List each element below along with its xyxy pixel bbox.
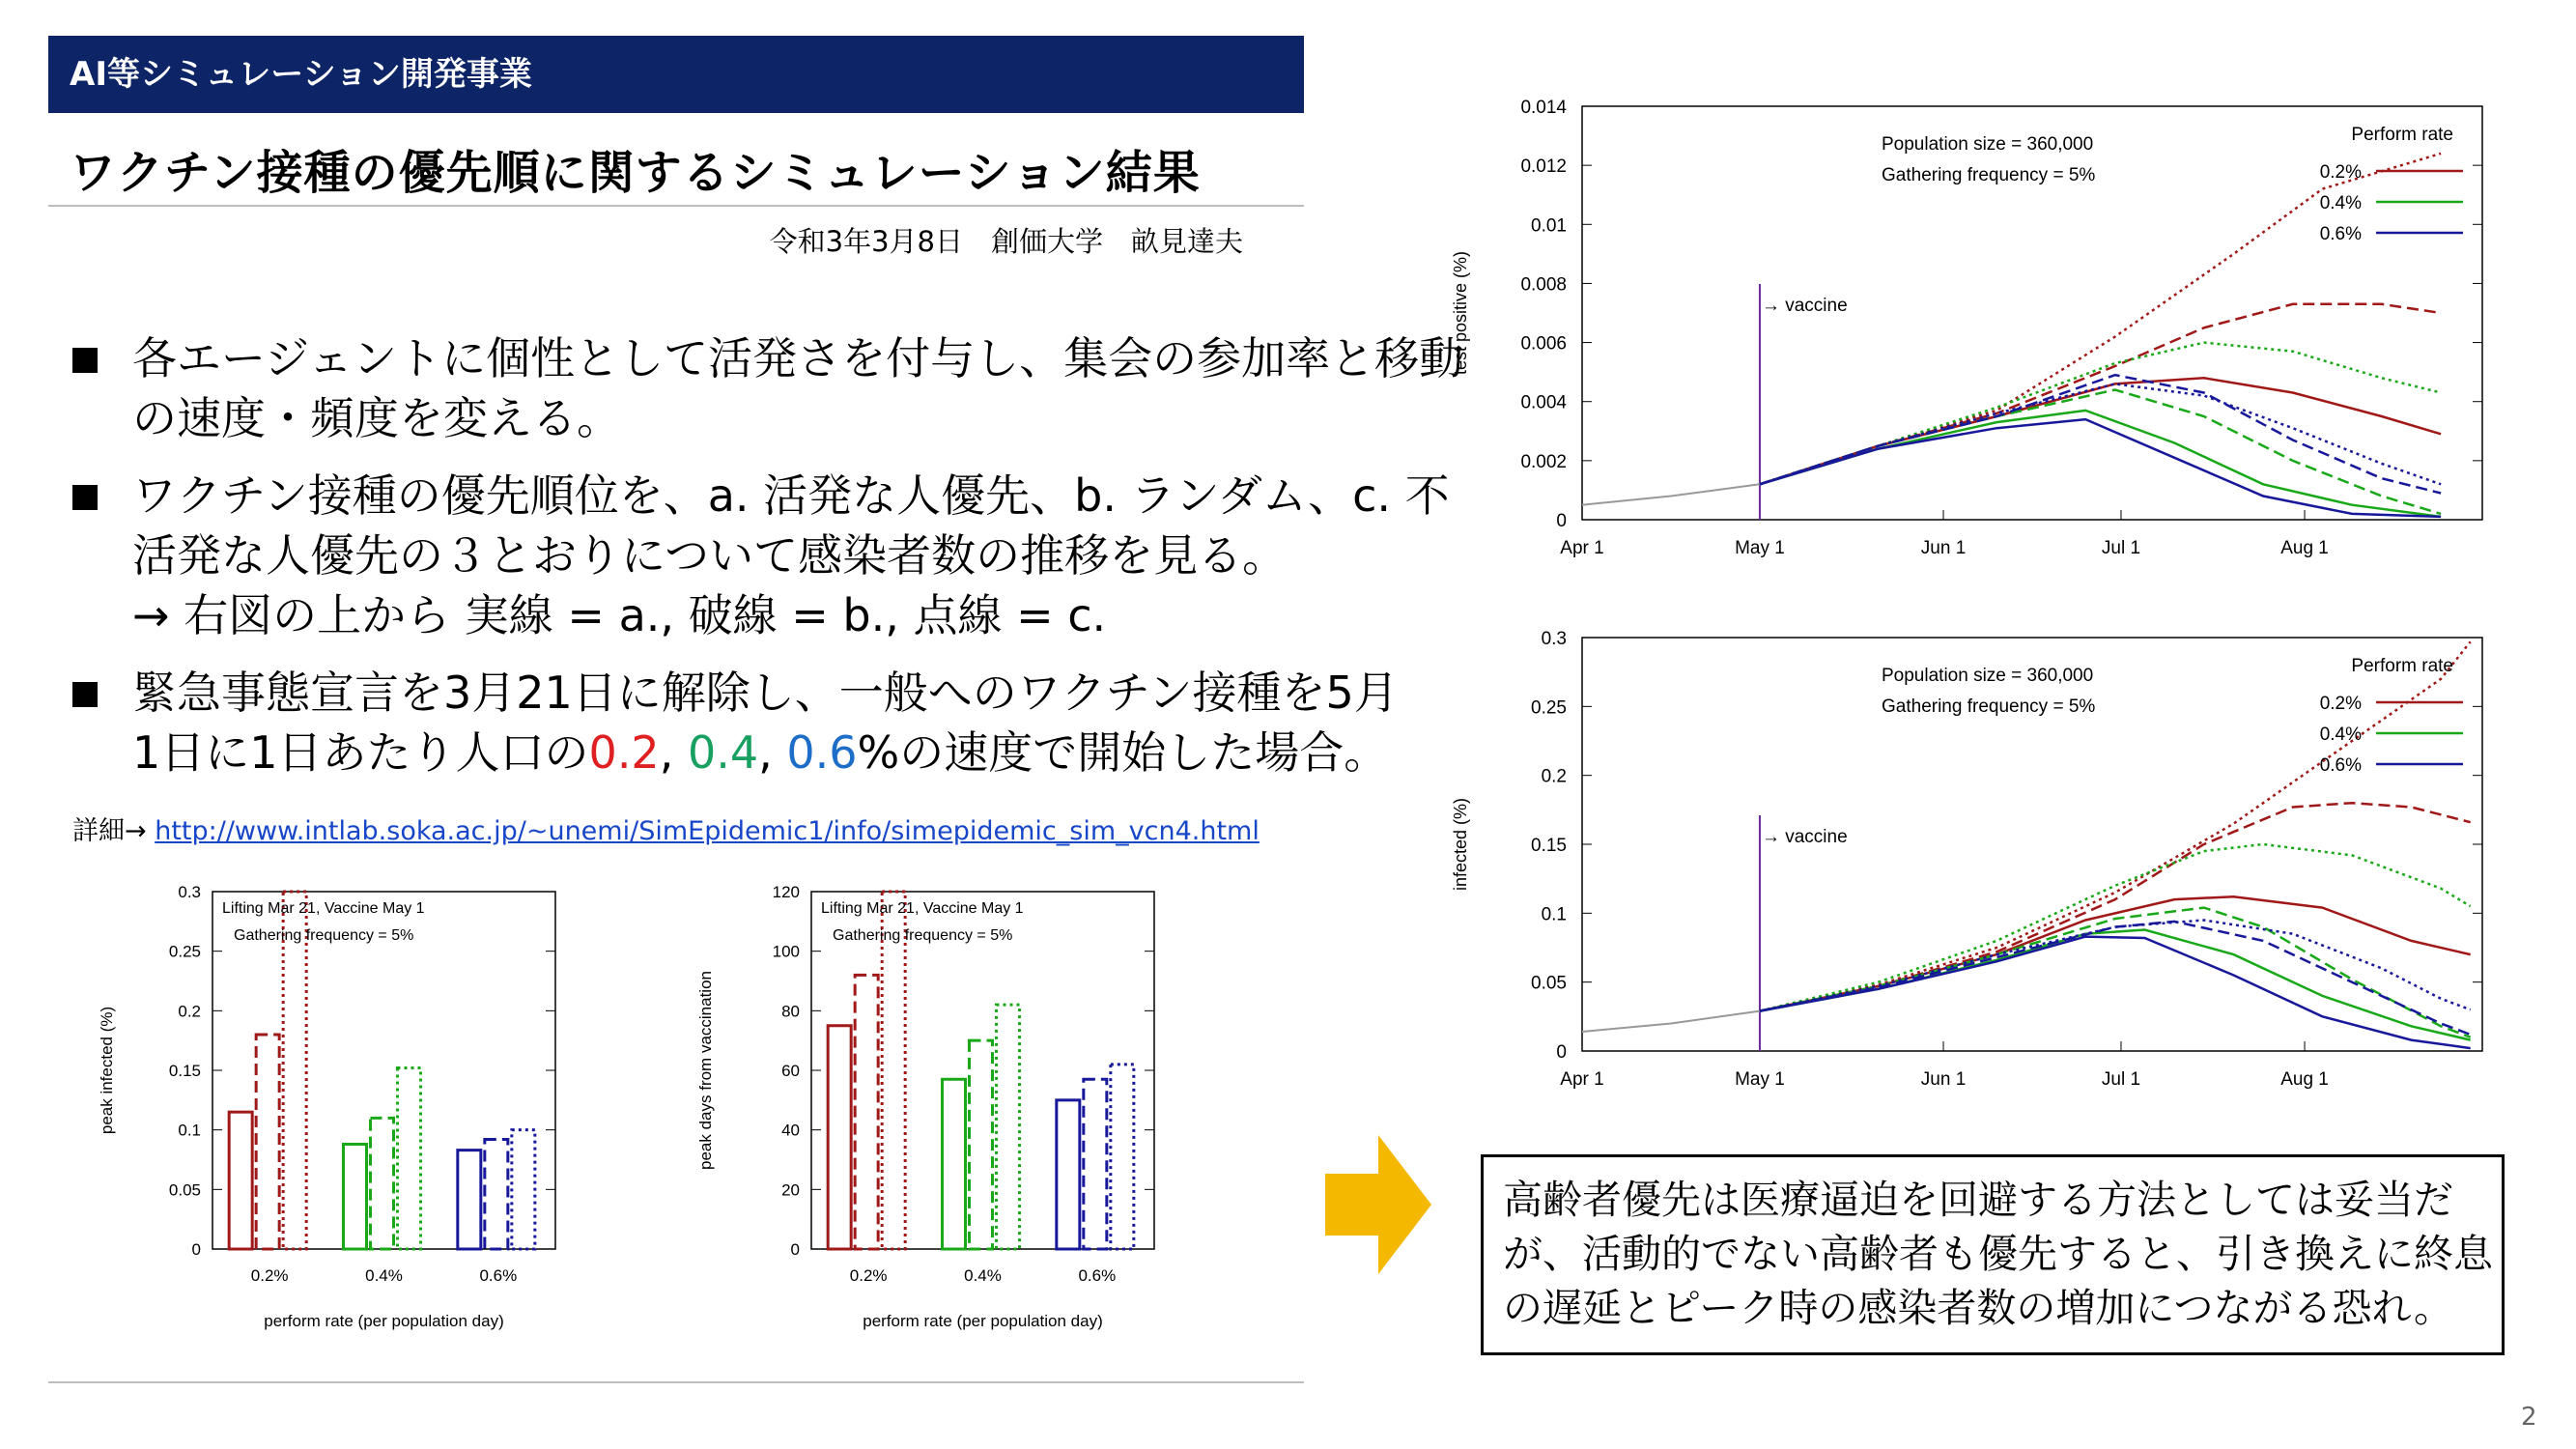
bar — [371, 1118, 394, 1249]
chart-annotation: Population size = 360,000 — [1882, 134, 2094, 155]
rate-separator: , — [758, 726, 787, 779]
bar — [828, 1026, 851, 1249]
y-tick-label: 20 — [781, 1180, 800, 1200]
chart-annotation: Lifting Mar 21, Vaccine May 1 — [821, 900, 1024, 917]
bar — [398, 1068, 421, 1249]
section-header — [48, 36, 1304, 113]
bullet-item-3 — [72, 663, 1425, 782]
page-number: 2 — [2521, 1403, 2537, 1432]
y-tick-label: 40 — [781, 1121, 800, 1140]
y-tick-label: 120 — [772, 883, 800, 901]
bar — [485, 1140, 508, 1249]
series-line — [1760, 921, 2471, 1011]
series-line — [1760, 803, 2471, 1010]
y-tick-label: 0.1 — [1541, 904, 1567, 925]
y-tick-label: 0.25 — [1531, 697, 1567, 719]
pre-vaccine-line — [1582, 1011, 1760, 1032]
y-tick-label: 0.15 — [1531, 836, 1567, 856]
chart-annotation: Gathering frequency = 5% — [1882, 696, 2096, 717]
y-axis-label: test positive (%) — [1451, 250, 1470, 376]
bullet-line: の速度・頻度を変える。 — [132, 392, 621, 444]
bullet-line: 各エージェントに個性として活発さを付与し、集会の参加率と移動 — [132, 332, 1464, 384]
legend-label: 0.4% — [2319, 193, 2362, 213]
chart-annotation: Gathering frequency = 5% — [234, 927, 414, 944]
bullet-item-2 — [72, 466, 1450, 645]
x-tick-label: Jun 1 — [1920, 1069, 1967, 1090]
series-line — [1760, 937, 2471, 1049]
y-tick-label: 0.2 — [1541, 766, 1567, 787]
bar — [512, 1130, 535, 1249]
x-axis-label: perform rate (per population day) — [863, 1312, 1103, 1330]
arrow-right-icon — [1325, 1135, 1436, 1275]
detail-line — [72, 810, 1260, 847]
y-tick-label: 0.2 — [178, 1002, 201, 1021]
x-tick-label: 0.6% — [1078, 1266, 1117, 1285]
vaccine-label: → vaccine — [1761, 296, 1848, 317]
y-tick-label: 0.25 — [168, 942, 201, 961]
series-line — [1760, 384, 2441, 484]
series-line — [1760, 343, 2441, 485]
chart-annotation: Gathering frequency = 5% — [833, 927, 1013, 944]
y-tick-label: 0.002 — [1520, 451, 1567, 472]
x-tick-label: May 1 — [1735, 1069, 1785, 1090]
x-tick-label: 0.2% — [849, 1266, 888, 1285]
chart-annotation: Lifting Mar 21, Vaccine May 1 — [222, 900, 425, 917]
x-tick-label: May 1 — [1735, 538, 1785, 558]
y-tick-label: 0 — [1556, 511, 1567, 531]
y-tick-label: 100 — [772, 942, 800, 961]
x-tick-label: Apr 1 — [1560, 1069, 1604, 1090]
peak-days-bar-chart — [676, 865, 1178, 1348]
y-tick-label: 0.012 — [1520, 156, 1567, 178]
x-tick-label: Jul 1 — [2101, 1069, 2141, 1090]
conclusion-line: が、活動的でない高齢者も優先すると、引き換えに終息 — [1503, 1231, 2493, 1277]
bar — [943, 1079, 966, 1249]
bullet-line: → 右図の上から 実線 = a., 破線 = b., 点線 = c. — [132, 589, 1107, 641]
y-axis-label: infected (%) — [1451, 797, 1470, 892]
rate-separator: , — [659, 726, 688, 779]
y-tick-label: 0.3 — [1541, 629, 1567, 649]
x-tick-label: Apr 1 — [1560, 538, 1604, 558]
x-axis-label: perform rate (per population day) — [264, 1312, 504, 1330]
conclusion-line: 高齢者優先は医療逼迫を回避する方法としては妥当だ — [1503, 1177, 2453, 1223]
bullet-square-icon — [72, 682, 98, 707]
vaccine-label: → vaccine — [1761, 827, 1848, 848]
y-tick-label: 80 — [781, 1002, 800, 1021]
bullet-line: 活発な人優先の３とおりについて感染者数の推移を見る。 — [132, 529, 1288, 582]
chart-annotation: Gathering frequency = 5% — [1882, 165, 2096, 185]
x-tick-label: Aug 1 — [2280, 538, 2329, 558]
bullet-item-1 — [72, 328, 1464, 448]
detail-prefix: 詳細→ — [72, 816, 156, 846]
detail-link[interactable]: http://www.intlab.soka.ac.jp/~unemi/SimEpidemic1/info/simepidemic_sim_vcn4.html — [155, 816, 1260, 846]
x-tick-label: 0.2% — [250, 1266, 289, 1285]
bullet-line: ワクチン接種の優先順位を、a. 活発な人優先、b. ランダム、c. 不 — [132, 469, 1450, 522]
rate-value-green: 0.4 — [687, 726, 759, 779]
date-author: 令和3年3月8日 創価大学 畝見達夫 — [769, 225, 1243, 258]
bullet-square-icon — [72, 485, 98, 510]
y-tick-label: 0.1 — [178, 1121, 201, 1140]
section-header-label: AI等シミュレーション開発事業 — [70, 55, 532, 94]
series-line — [1760, 896, 2471, 1010]
x-tick-label: 0.4% — [365, 1266, 403, 1285]
y-tick-label: 0.008 — [1520, 274, 1567, 296]
rate-text: %の速度で開始した場合。 — [857, 726, 1389, 779]
y-tick-label: 0.014 — [1520, 98, 1567, 118]
x-tick-label: Jun 1 — [1920, 538, 1967, 558]
pre-vaccine-line — [1582, 484, 1760, 504]
legend-label: 0.6% — [2319, 755, 2362, 776]
series-line — [1760, 641, 2471, 1010]
legend-title: Perform rate — [2351, 125, 2453, 145]
legend-label: 0.4% — [2319, 724, 2362, 745]
chart-annotation: Population size = 360,000 — [1882, 666, 2094, 686]
bar — [1111, 1065, 1134, 1249]
bar — [970, 1040, 993, 1249]
bar — [256, 1035, 279, 1249]
footer-divider — [48, 1381, 1304, 1383]
bar — [283, 892, 306, 1249]
conclusion-line: の遅延とピーク時の感染者数の増加につながる恐れ。 — [1503, 1285, 2453, 1331]
bar — [1057, 1100, 1080, 1249]
y-tick-label: 0.05 — [168, 1180, 201, 1200]
peak-infected-bar-chart — [77, 865, 580, 1348]
plot-frame — [212, 892, 555, 1249]
bullet-line: 緊急事態宣言を3月21日に解除し、一般へのワクチン接種を5月 — [132, 667, 1399, 719]
legend-label: 0.2% — [2319, 694, 2362, 714]
bar — [855, 975, 878, 1249]
bar — [458, 1151, 481, 1249]
bar — [344, 1144, 367, 1249]
y-tick-label: 0.05 — [1531, 973, 1567, 994]
bar — [882, 892, 905, 1249]
y-tick-label: 0 — [790, 1240, 800, 1259]
bullet-list — [72, 328, 1464, 800]
x-tick-label: 0.6% — [479, 1266, 518, 1285]
conclusion-box — [1481, 1154, 2505, 1355]
bullet-square-icon — [72, 348, 98, 373]
y-tick-label: 0.004 — [1520, 392, 1567, 413]
bullet-line — [132, 723, 1425, 782]
plot-frame — [811, 892, 1154, 1249]
bar — [1084, 1079, 1107, 1249]
x-tick-label: Aug 1 — [2280, 1069, 2329, 1090]
y-tick-label: 0.006 — [1520, 333, 1567, 355]
y-axis-label: peak days from vaccination — [696, 971, 715, 1170]
title-divider — [48, 205, 1304, 207]
y-tick-label: 60 — [781, 1062, 800, 1080]
y-tick-label: 0.3 — [178, 883, 201, 901]
y-tick-label: 0.01 — [1531, 215, 1567, 237]
rate-value-red: 0.2 — [588, 726, 660, 779]
legend-title: Perform rate — [2351, 656, 2453, 676]
legend-label: 0.6% — [2319, 224, 2362, 244]
y-tick-label: 0 — [191, 1240, 201, 1259]
test-positive-line-chart — [1439, 87, 2502, 580]
y-tick-label: 0 — [1556, 1042, 1567, 1063]
bar — [229, 1112, 252, 1249]
x-tick-label: 0.4% — [964, 1266, 1002, 1285]
page-title: ワクチン接種の優先順に関するシミュレーション結果 — [70, 146, 1201, 200]
rate-value-blue: 0.6 — [786, 726, 858, 779]
x-tick-label: Jul 1 — [2101, 538, 2141, 558]
infected-line-chart — [1439, 618, 2502, 1111]
bar — [997, 1005, 1020, 1249]
y-tick-label: 0.15 — [168, 1062, 201, 1080]
legend-label: 0.2% — [2319, 162, 2362, 183]
rate-text: 1日に1日あたり人口の — [132, 726, 589, 779]
y-axis-label: peak infected (%) — [98, 1006, 116, 1135]
